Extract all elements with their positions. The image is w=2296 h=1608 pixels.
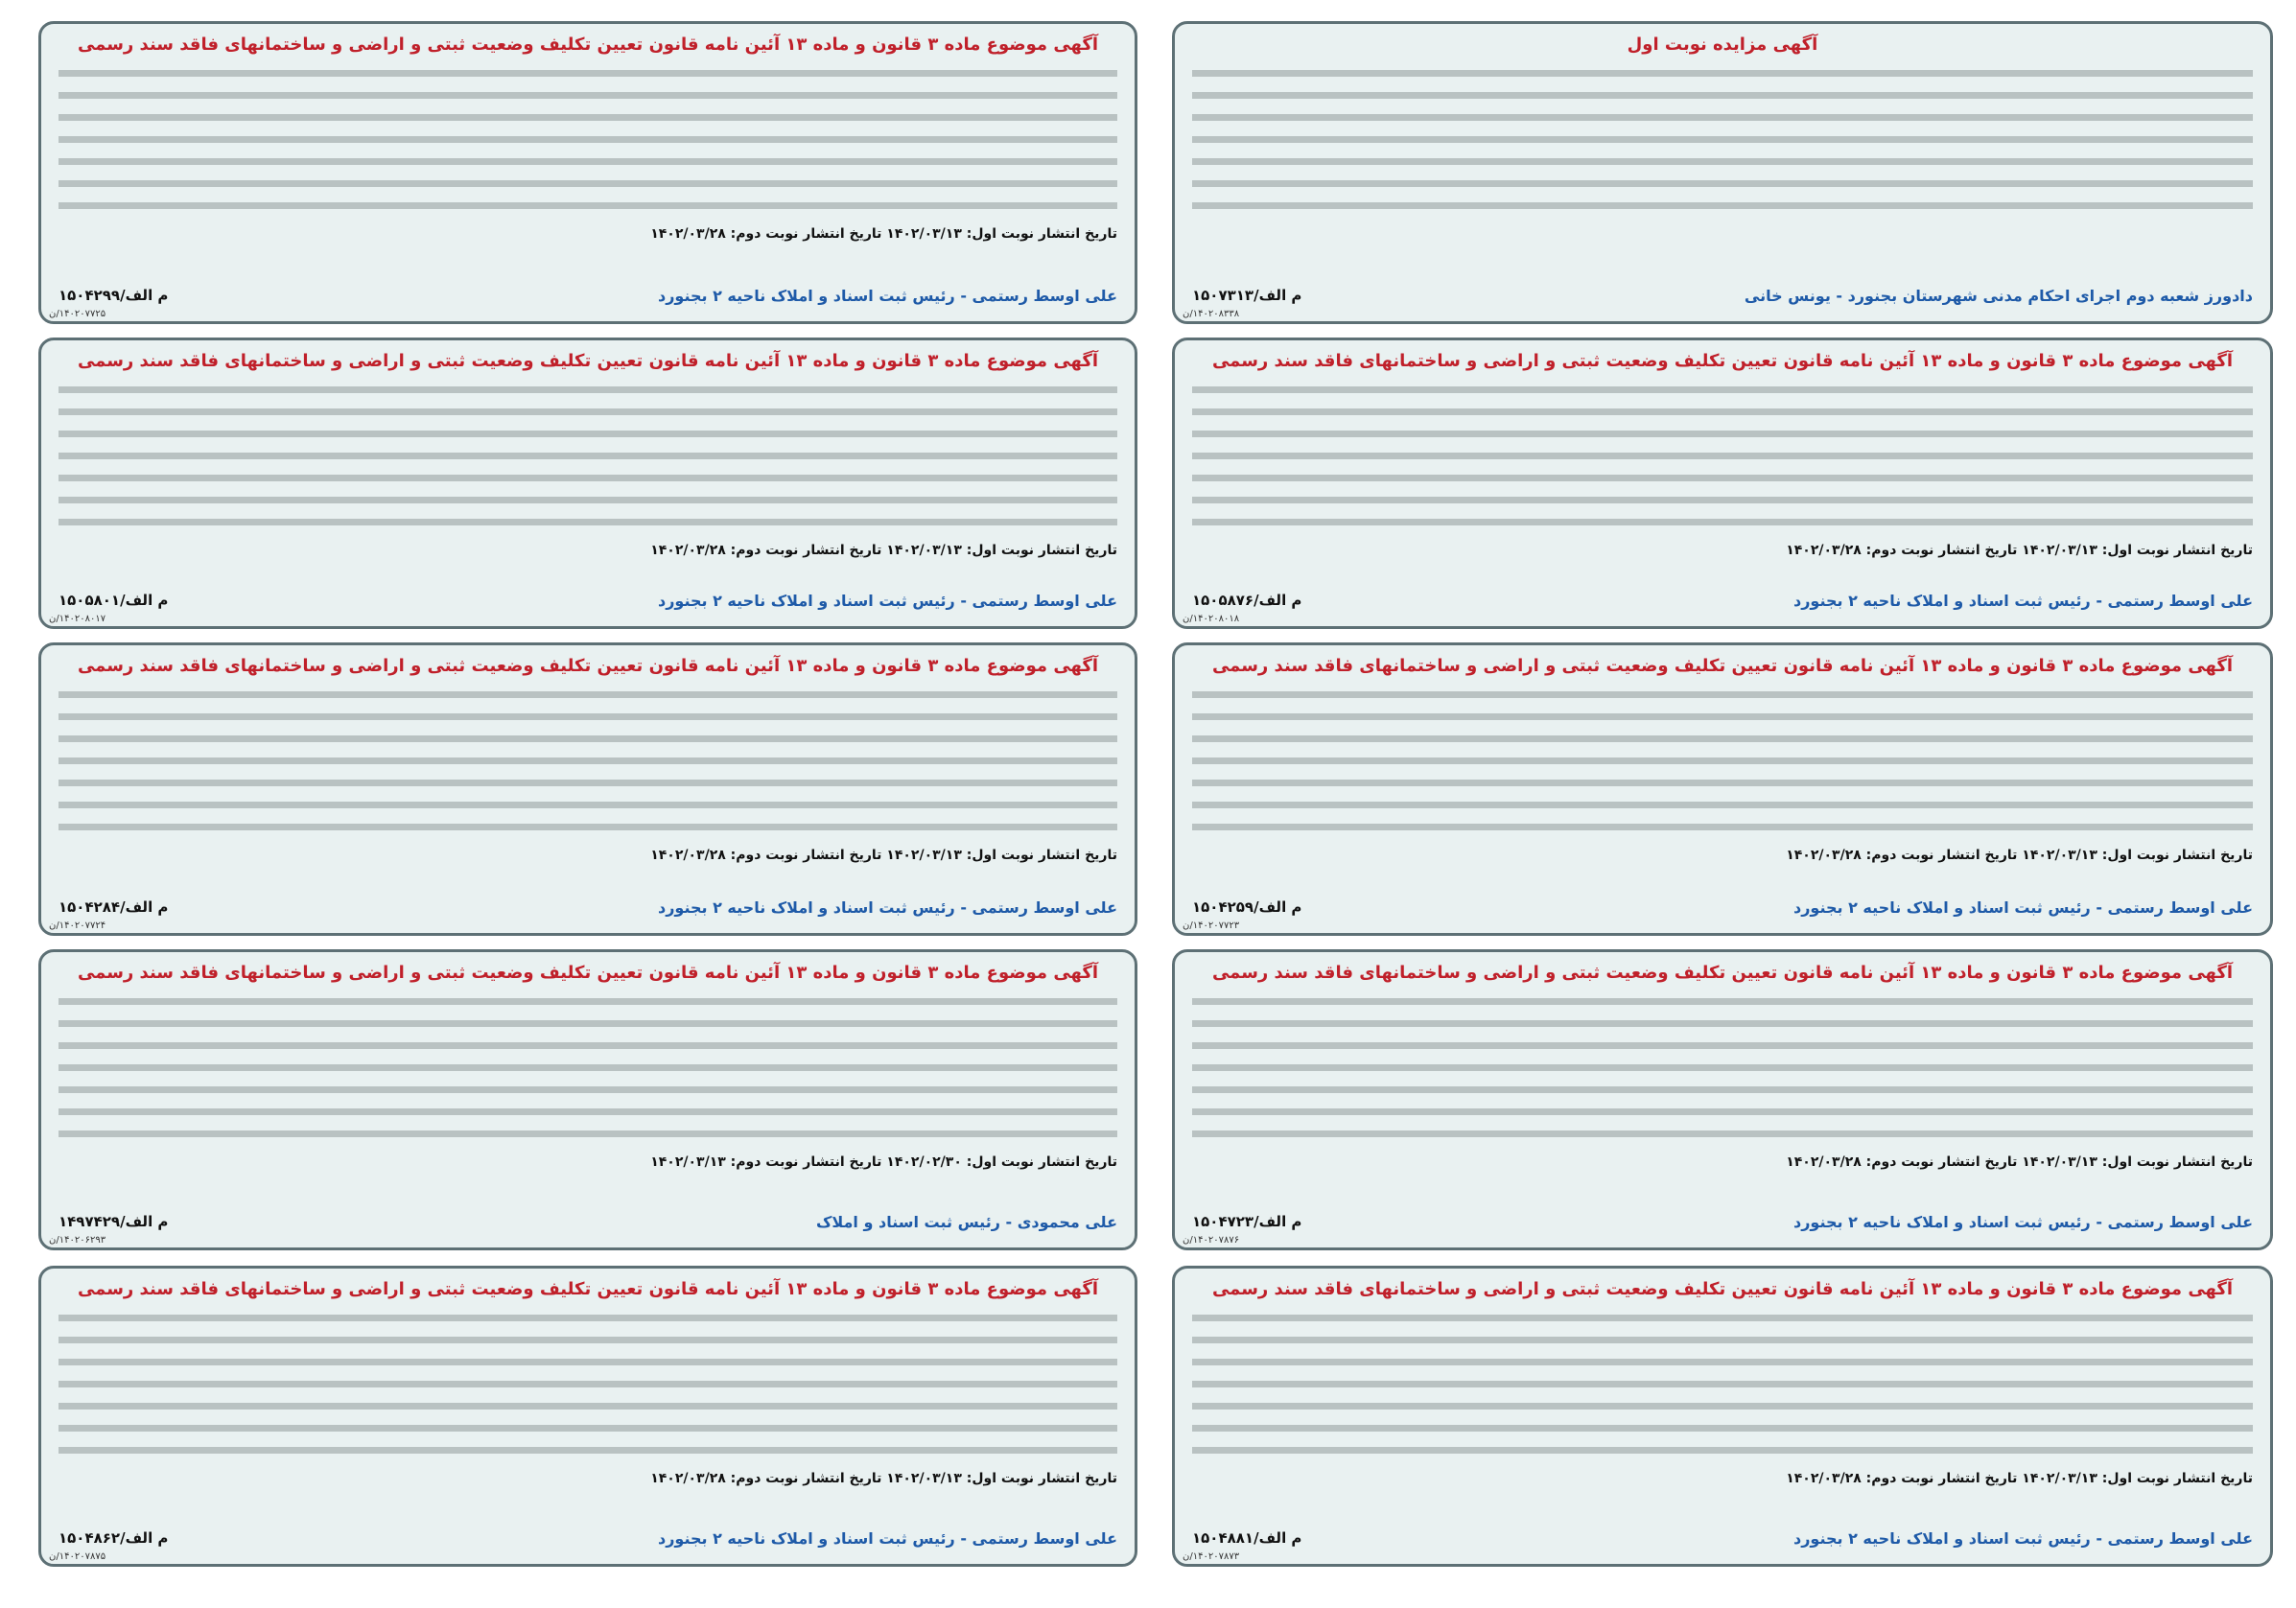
notice-code: ۱۴۰۲۰۷۸۷۳/ن xyxy=(1183,1551,1240,1562)
notice-code: ۱۴۰۲۰۷۸۷۶/ن xyxy=(1183,1235,1240,1246)
notice-signature: علی اوسط رستمی - رئیس ثبت اسناد و املاک ناحیه ۲ بجنورد xyxy=(658,286,1117,305)
notice-title: آگهی موضوع ماده ۳ قانون و ماده ۱۳ آئین نامه قانون تعیین تکلیف وضعیت ثبتی و اراضی و ساختمانهای فاقد سند رسمی xyxy=(77,656,1099,676)
notice-title: آگهی موضوع ماده ۳ قانون و ماده ۱۳ آئین نامه قانون تعیین تکلیف وضعیت ثبتی و اراضی و ساختمانهای فاقد سند رسمی xyxy=(77,963,1099,983)
notice-signature: علی اوسط رستمی - رئیس ثبت اسناد و املاک ناحیه ۲ بجنورد xyxy=(1793,591,2253,610)
notice-ref: م الف/۱۵۰۴۷۲۳ xyxy=(1192,1213,1302,1230)
notice-ref: م الف/۱۵۰۷۳۱۳ xyxy=(1192,287,1302,304)
notice-ref: م الف/۱۵۰۴۸۸۱ xyxy=(1192,1529,1302,1547)
notice-land-registry xyxy=(38,642,1137,936)
notice-body xyxy=(59,684,1117,845)
notice-land-registry xyxy=(38,338,1137,629)
notice-title: آگهی مزایده نوبت اول xyxy=(1627,35,1818,55)
notice-ref: م الف/۱۵۰۴۲۸۴ xyxy=(59,898,169,916)
notice-code: ۱۴۰۲۰۸۳۳۸/ن xyxy=(1183,309,1240,319)
notice-land-registry xyxy=(38,1266,1137,1567)
notice-code: ۱۴۰۲۰۷۷۲۴/ن xyxy=(49,921,106,931)
notice-dates: تاریخ انتشار نوبت اول: ۱۴۰۲/۰۳/۱۳ تاریخ انتشار نوبت دوم: ۱۴۰۲/۰۳/۲۸ xyxy=(1786,543,2253,558)
notice-code: ۱۴۰۲۰۷۷۲۵/ن xyxy=(49,309,106,319)
notice-signature: علی اوسط رستمی - رئیس ثبت اسناد و املاک ناحیه ۲ بجنورد xyxy=(1793,1528,2253,1548)
notice-auction xyxy=(1172,21,2273,324)
notice-body xyxy=(59,990,1117,1152)
notice-signature: علی محمودی - رئیس ثبت اسناد و املاک xyxy=(815,1212,1117,1231)
notice-body xyxy=(59,379,1117,540)
notice-signature: دادورز شعبه دوم اجرای احکام مدنی شهرستان بجنورد - یونس خانی xyxy=(1744,286,2253,305)
notice-land-registry xyxy=(1172,949,2273,1250)
notice-land-registry xyxy=(38,21,1137,324)
notice-title: آگهی موضوع ماده ۳ قانون و ماده ۱۳ آئین نامه قانون تعیین تکلیف وضعیت ثبتی و اراضی و ساختمانهای فاقد سند رسمی xyxy=(77,351,1099,371)
notice-title: آگهی موضوع ماده ۳ قانون و ماده ۱۳ آئین نامه قانون تعیین تکلیف وضعیت ثبتی و اراضی و ساختمانهای فاقد سند رسمی xyxy=(1211,656,2234,676)
notice-footer xyxy=(59,1209,1117,1234)
notice-dates: تاریخ انتشار نوبت اول: ۱۴۰۲/۰۳/۱۳ تاریخ انتشار نوبت دوم: ۱۴۰۲/۰۳/۲۸ xyxy=(650,1471,1117,1486)
notice-signature: علی اوسط رستمی - رئیس ثبت اسناد و املاک ناحیه ۲ بجنورد xyxy=(658,591,1117,610)
notice-code: ۱۴۰۲۰۸۰۱۸/ن xyxy=(1183,614,1240,624)
notice-footer xyxy=(1192,1526,2253,1550)
notice-body xyxy=(59,62,1117,223)
notice-dates: تاریخ انتشار نوبت اول: ۱۴۰۲/۰۳/۱۳ تاریخ انتشار نوبت دوم: ۱۴۰۲/۰۳/۲۸ xyxy=(650,226,1117,242)
notice-code: ۱۴۰۲۰۶۲۹۳/ن xyxy=(49,1235,106,1246)
notice-footer xyxy=(59,588,1117,613)
notice-land-registry xyxy=(1172,642,2273,936)
notice-code: ۱۴۰۲۰۷۸۷۵/ن xyxy=(49,1551,106,1562)
notice-land-registry xyxy=(1172,1266,2273,1567)
notice-footer xyxy=(59,895,1117,920)
notice-ref: م الف/۱۵۰۴۲۹۹ xyxy=(59,287,169,304)
notice-body xyxy=(1192,990,2253,1152)
notice-title: آگهی موضوع ماده ۳ قانون و ماده ۱۳ آئین نامه قانون تعیین تکلیف وضعیت ثبتی و اراضی و ساختمانهای فاقد سند رسمی xyxy=(77,1279,1099,1299)
notice-body xyxy=(1192,1307,2253,1468)
notice-code: ۱۴۰۲۰۸۰۱۷/ن xyxy=(49,614,106,624)
notice-ref: م الف/۱۵۰۴۲۵۹ xyxy=(1192,898,1302,916)
notice-dates: تاریخ انتشار نوبت اول: ۱۴۰۲/۰۳/۱۳ تاریخ انتشار نوبت دوم: ۱۴۰۲/۰۳/۲۸ xyxy=(650,543,1117,558)
notice-dates: تاریخ انتشار نوبت اول: ۱۴۰۲/۰۳/۱۳ تاریخ انتشار نوبت دوم: ۱۴۰۲/۰۳/۲۸ xyxy=(1786,1471,2253,1486)
notice-title: آگهی موضوع ماده ۳ قانون و ماده ۱۳ آئین نامه قانون تعیین تکلیف وضعیت ثبتی و اراضی و ساختمانهای فاقد سند رسمی xyxy=(77,35,1099,55)
notice-title: آگهی موضوع ماده ۳ قانون و ماده ۱۳ آئین نامه قانون تعیین تکلیف وضعیت ثبتی و اراضی و ساختمانهای فاقد سند رسمی xyxy=(1211,351,2234,371)
notice-title: آگهی موضوع ماده ۳ قانون و ماده ۱۳ آئین نامه قانون تعیین تکلیف وضعیت ثبتی و اراضی و ساختمانهای فاقد سند رسمی xyxy=(1211,1279,2234,1299)
notice-dates: تاریخ انتشار نوبت اول: ۱۴۰۲/۰۳/۱۳ تاریخ انتشار نوبت دوم: ۱۴۰۲/۰۳/۲۸ xyxy=(1786,1154,2253,1170)
notice-signature: علی اوسط رستمی - رئیس ثبت اسناد و املاک ناحیه ۲ بجنورد xyxy=(658,1528,1117,1548)
notice-dates: تاریخ انتشار نوبت اول: ۱۴۰۲/۰۳/۱۳ تاریخ انتشار نوبت دوم: ۱۴۰۲/۰۳/۲۸ xyxy=(1786,848,2253,863)
notice-footer xyxy=(59,283,1117,308)
notice-signature: علی اوسط رستمی - رئیس ثبت اسناد و املاک ناحیه ۲ بجنورد xyxy=(658,897,1117,917)
notice-ref: م الف/۱۴۹۷۴۲۹ xyxy=(59,1213,169,1230)
notice-footer xyxy=(1192,588,2253,613)
notice-ref: م الف/۱۵۰۴۸۶۲ xyxy=(59,1529,169,1547)
notice-signature: علی اوسط رستمی - رئیس ثبت اسناد و املاک ناحیه ۲ بجنورد xyxy=(1793,1212,2253,1231)
notice-body xyxy=(1192,379,2253,540)
notice-signature: علی اوسط رستمی - رئیس ثبت اسناد و املاک ناحیه ۲ بجنورد xyxy=(1793,897,2253,917)
notice-dates: تاریخ انتشار نوبت اول: ۱۴۰۲/۰۲/۳۰ تاریخ انتشار نوبت دوم: ۱۴۰۲/۰۳/۱۳ xyxy=(650,1154,1117,1170)
notice-footer xyxy=(59,1526,1117,1550)
notice-body xyxy=(59,1307,1117,1468)
notice-title: آگهی موضوع ماده ۳ قانون و ماده ۱۳ آئین نامه قانون تعیین تکلیف وضعیت ثبتی و اراضی و ساختمانهای فاقد سند رسمی xyxy=(1211,963,2234,983)
notice-land-registry xyxy=(1172,338,2273,629)
notice-body xyxy=(1192,684,2253,845)
notice-ref: م الف/۱۵۰۵۸۷۶ xyxy=(1192,592,1302,609)
notice-body xyxy=(1192,62,2253,223)
notice-land-registry xyxy=(38,949,1137,1250)
notice-code: ۱۴۰۲۰۷۷۲۳/ن xyxy=(1183,921,1240,931)
notice-footer xyxy=(1192,895,2253,920)
notice-dates: تاریخ انتشار نوبت اول: ۱۴۰۲/۰۳/۱۳ تاریخ انتشار نوبت دوم: ۱۴۰۲/۰۳/۲۸ xyxy=(650,848,1117,863)
notice-ref: م الف/۱۵۰۵۸۰۱ xyxy=(59,592,169,609)
notice-footer xyxy=(1192,283,2253,308)
notice-footer xyxy=(1192,1209,2253,1234)
